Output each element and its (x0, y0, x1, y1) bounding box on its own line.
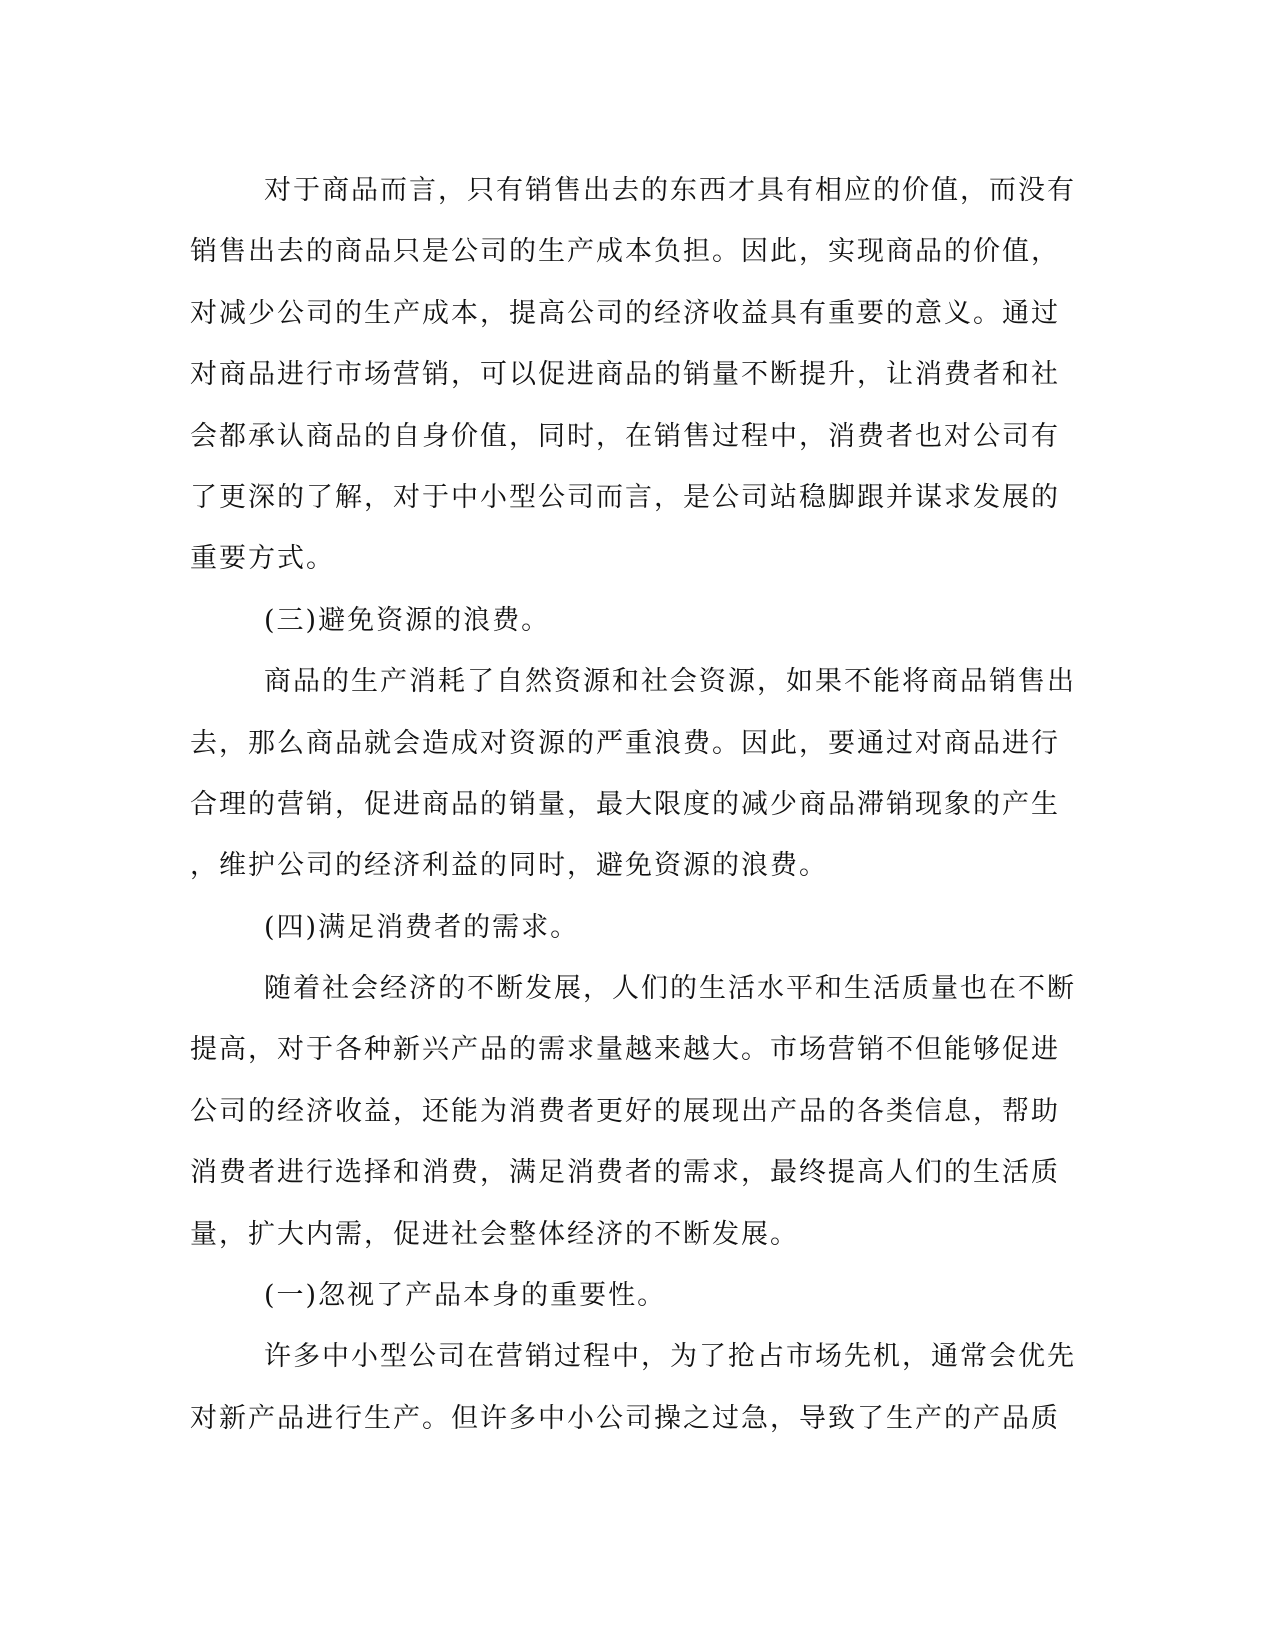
paragraph-line-7: 重要方式。 (190, 543, 335, 575)
section-heading-3: (三)避免资源的浪费。 (264, 604, 551, 636)
paragraph-line-18: 对新产品进行生产。但许多中小公司操之过急，导致了生产的产品质 (190, 1402, 1060, 1434)
paragraph-line-1: 对于商品而言，只有销售出去的东西才具有相应的价值，而没有 (264, 175, 1076, 206)
paragraph-line-12: 随着社会经济的不断发展，人们的生活水平和生活质量也在不断 (264, 973, 1076, 1005)
paragraph-line-11: ，维护公司的经济利益的同时，避免资源的浪费。 (190, 850, 828, 882)
paragraph-line-9: 去，那么商品就会造成对资源的严重浪费。因此，要通过对商品进行 (190, 727, 1060, 759)
paragraph-line-14: 公司的经济收益，还能为消费者更好的展现出产品的各类信息，帮助 (190, 1095, 1060, 1127)
paragraph-line-8: 商品的生产消耗了自然资源和社会资源，如果不能将商品销售出 (264, 666, 1076, 698)
paragraph-line-5: 会都承认商品的自身价值，同时，在销售过程中，消费者也对公司有 (190, 420, 1060, 452)
section-heading-4: (四)满足消费者的需求。 (264, 911, 580, 943)
paragraph-line-16: 量，扩大内需，促进社会整体经济的不断发展。 (190, 1218, 799, 1250)
paragraph-line-4: 对商品进行市场营销，可以促进商品的销量不断提升，让消费者和社 (190, 359, 1060, 391)
document-body (190, 160, 1095, 1449)
section-heading-1: (一)忽视了产品本身的重要性。 (264, 1280, 667, 1312)
paragraph-line-2: 销售出去的商品只是公司的生产成本负担。因此，实现商品的价值， (190, 236, 1060, 268)
paragraph-line-6: 了更深的了解，对于中小型公司而言，是公司站稳脚跟并谋求发展的 (190, 481, 1060, 513)
paragraph-line-15: 消费者进行选择和消费，满足消费者的需求，最终提高人们的生活质 (190, 1157, 1060, 1189)
paragraph-line-10: 合理的营销，促进商品的销量，最大限度的减少商品滞销现象的产生 (190, 788, 1060, 820)
paragraph-line-3: 对减少公司的生产成本，提高公司的经济收益具有重要的意义。通过 (190, 297, 1060, 329)
paragraph-line-13: 提高，对于各种新兴产品的需求量越来越大。市场营销不但能够促进 (190, 1034, 1060, 1066)
paragraph-line-17: 许多中小型公司在营销过程中，为了抢占市场先机，通常会优先 (264, 1341, 1076, 1373)
